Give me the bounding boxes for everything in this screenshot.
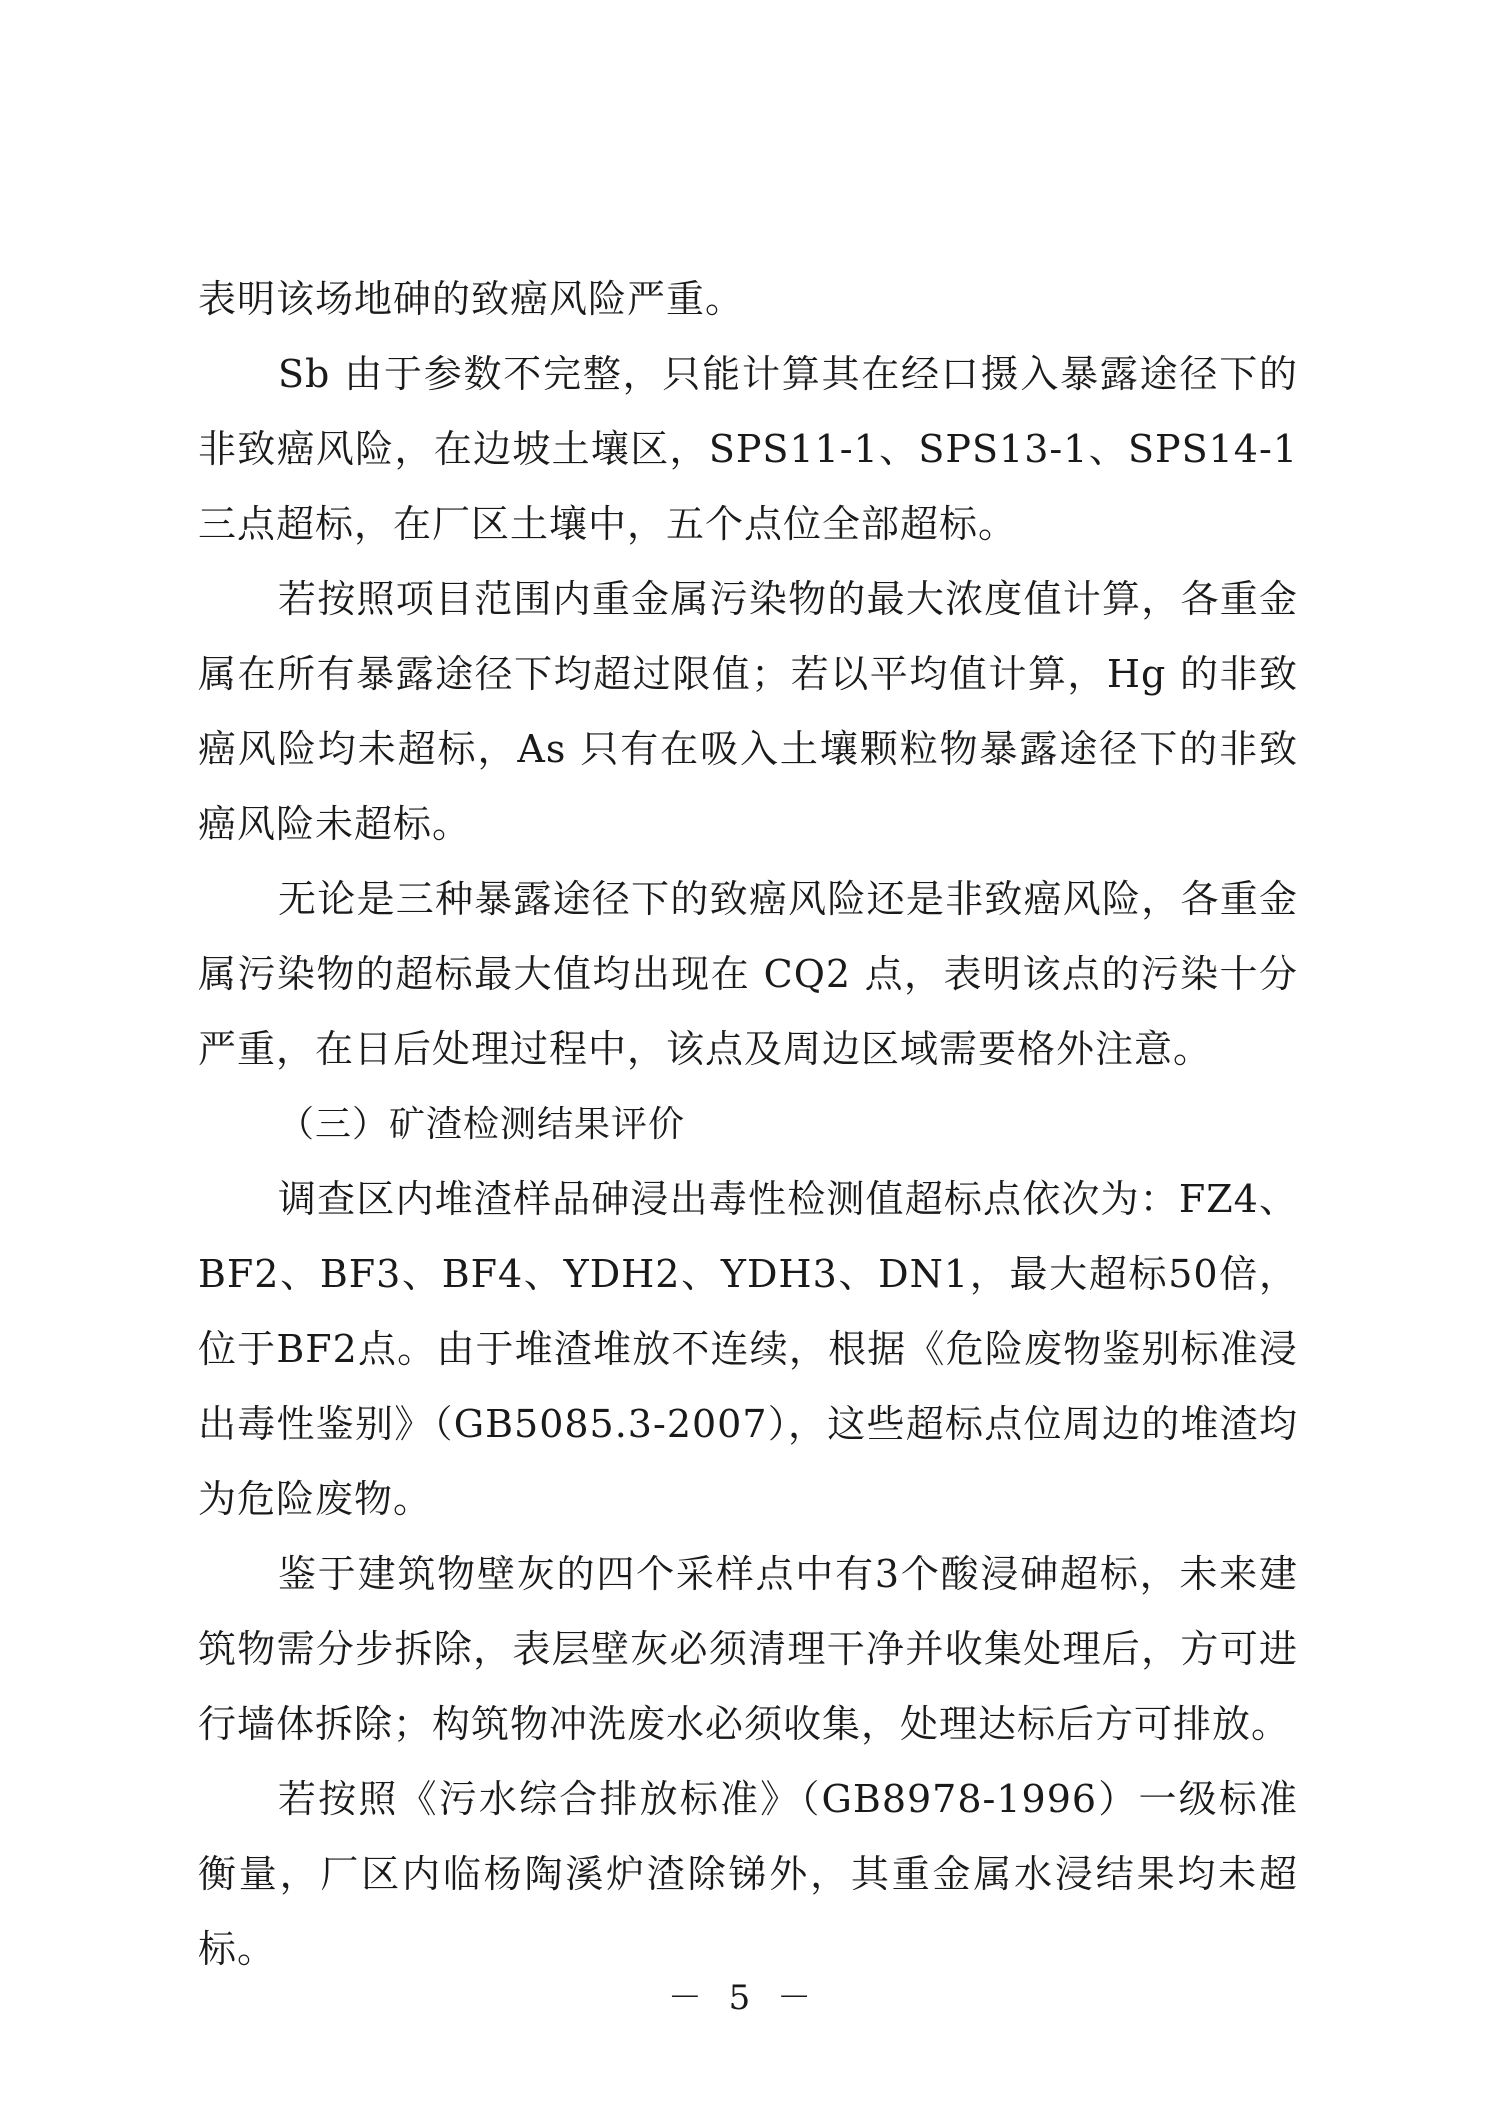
page-number: － 5 － bbox=[667, 1978, 820, 2018]
paragraph-wastewater-standard: 若按照《污水综合排放标准》（GB8978-1996）一级标准衡量，厂区内临杨陶溪炉渣除锑外，其重金属水浸结果均未超标。 bbox=[198, 1777, 1298, 1971]
paragraph-max-concentration: 若按照项目范围内重金属污染物的最大浓度值计算，各重金属在所有暴露途径下均超过限值；若以平均值计算，Hg 的非致癌风险均未超标，As 只有在吸入土壤颗粒物暴露途径下的非致癌风险未超标。 bbox=[198, 577, 1298, 846]
body-text bbox=[198, 262, 1298, 1987]
section-heading-slag-evaluation: （三）矿渣检测结果评价 bbox=[278, 1104, 686, 1145]
paragraph-cq2-point: 无论是三种暴露途径下的致癌风险还是非致癌风险，各重金属污染物的超标最大值均出现在 CQ2 点，表明该点的污染十分严重，在日后处理过程中，该点及周边区域需要格外注意。 bbox=[198, 877, 1298, 1071]
paragraph-continuation: 表明该场地砷的致癌风险严重。 bbox=[198, 277, 745, 321]
paragraph-sb-risk: Sb 由于参数不完整，只能计算其在经口摄入暴露途径下的非致癌风险，在边坡土壤区，SPS11-1、SPS13-1、SPS14-1 三点超标，在厂区土壤中，五个点位全部超标。 bbox=[198, 352, 1298, 546]
paragraph-wall-ash: 鉴于建筑物壁灰的四个采样点中有3个酸浸砷超标，未来建筑物需分步拆除，表层壁灰必须清理干净并收集处理后，方可进行墙体拆除；构筑物冲洗废水必须收集，处理达标后方可排放。 bbox=[198, 1552, 1298, 1746]
paragraph-slag-leaching: 调查区内堆渣样品砷浸出毒性检测值超标点依次为：FZ4、BF2、BF3、BF4、YDH2、YDH3、DN1，最大超标50倍，位于BF2点。由于堆渣堆放不连续，根据《危险废物鉴别标准浸出毒性鉴别》（GB5085.3-2007），这些超标点位周边的堆渣均为危险废物。 bbox=[198, 1177, 1298, 1521]
